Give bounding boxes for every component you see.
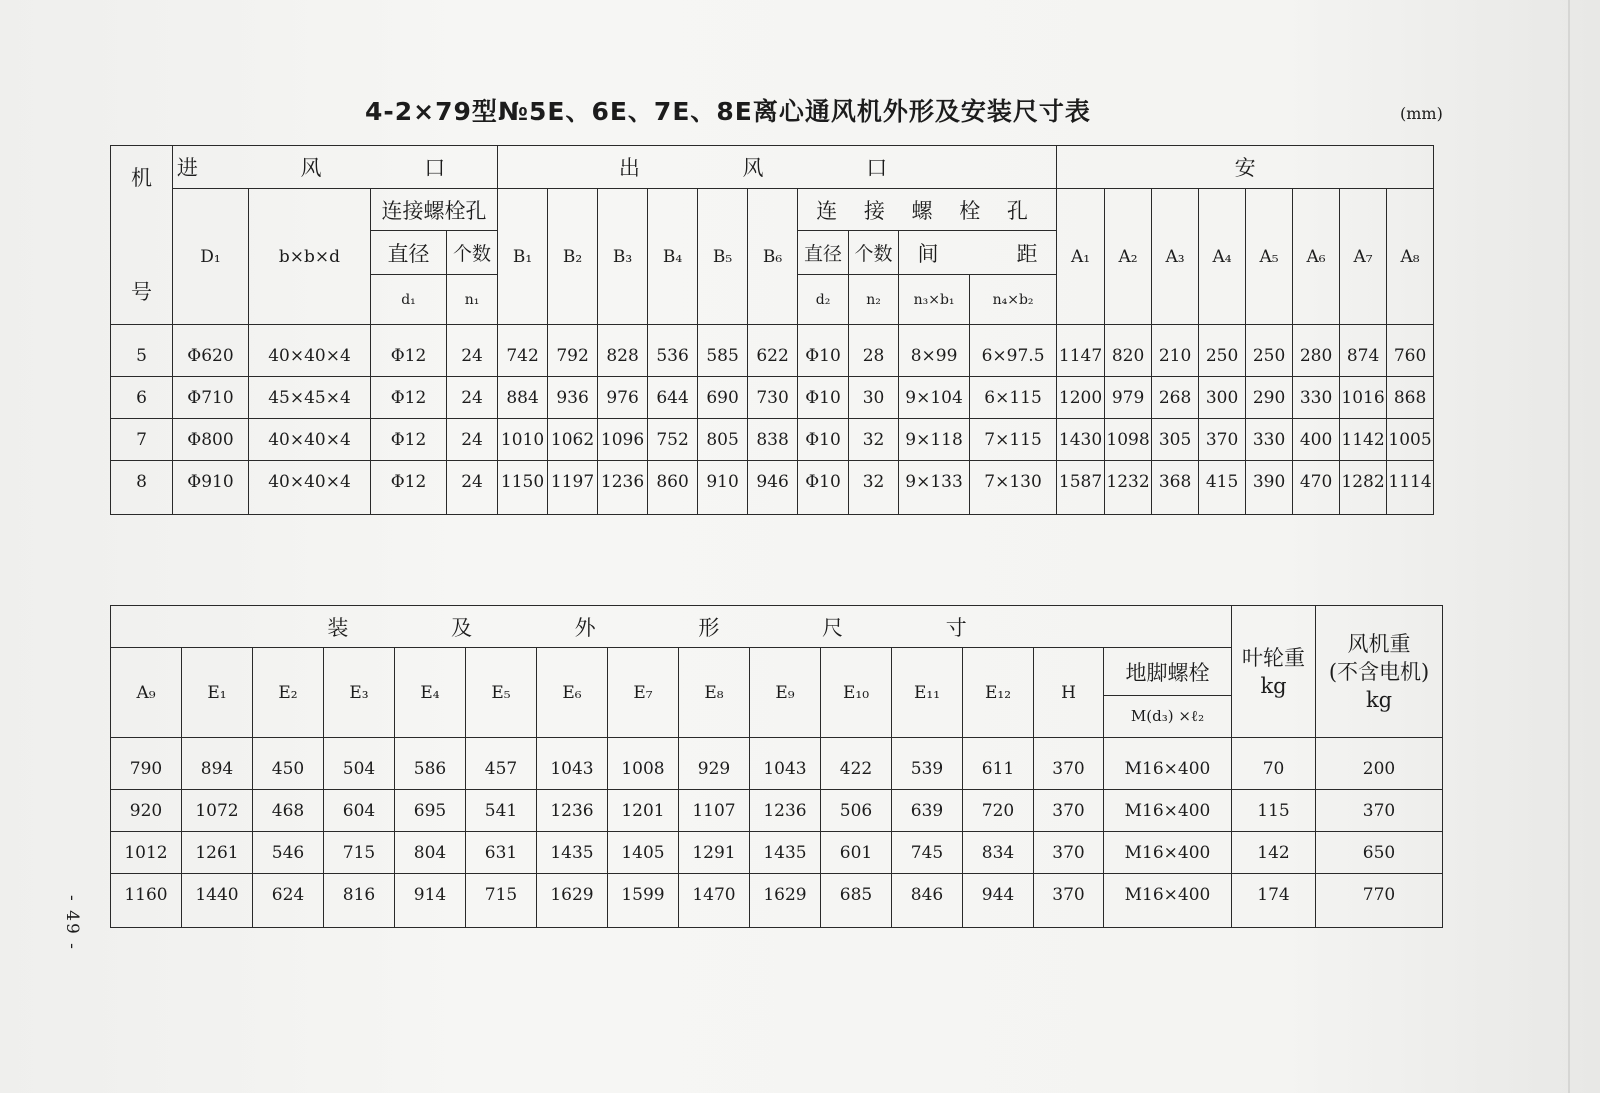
impeller-weight-unit: kg [1260, 673, 1287, 698]
cell-E7: 1599 [608, 874, 679, 928]
header-E10: E₁₀ [821, 648, 892, 738]
table-row [111, 832, 1443, 874]
cell-bbd: 45×45×4 [249, 377, 371, 419]
header-E6: E₆ [537, 648, 608, 738]
cell-d1: Φ12 [371, 461, 447, 515]
cell-A5: 330 [1246, 419, 1293, 461]
anchor-spec-header: M(d₃) ×ℓ₂ [1104, 696, 1232, 738]
cell-d1: Φ12 [371, 325, 447, 377]
cell-B6: 730 [748, 377, 798, 419]
header-n3b1: n₃×b₁ [899, 275, 970, 325]
cell-E2: 450 [253, 738, 324, 790]
cell-E3: 816 [324, 874, 395, 928]
cell-A1: 1587 [1057, 461, 1105, 515]
cell-E1: 1261 [182, 832, 253, 874]
cell-n4b2: 6×115 [970, 377, 1057, 419]
cell-E9: 1236 [750, 790, 821, 832]
cell-E5: 541 [466, 790, 537, 832]
cell-n2: 30 [849, 377, 899, 419]
header-d2: d₂ [798, 275, 849, 325]
cell-D1: Φ620 [173, 325, 249, 377]
cell-E10: 601 [821, 832, 892, 874]
header-E5: E₅ [466, 648, 537, 738]
cell-B2: 936 [548, 377, 598, 419]
cell-B1: 742 [498, 325, 548, 377]
cell-A4: 415 [1199, 461, 1246, 515]
cell-E2: 624 [253, 874, 324, 928]
dimensions-table-bottom [110, 605, 1443, 928]
cell-A9: 790 [111, 738, 182, 790]
cell-B5: 805 [698, 419, 748, 461]
cell-B2: 792 [548, 325, 598, 377]
cell-A5: 250 [1246, 325, 1293, 377]
cell-E9: 1043 [750, 738, 821, 790]
table-row [111, 419, 1434, 461]
anchor-bolt-header: 地脚螺栓 [1104, 648, 1232, 696]
cell-E6: 1236 [537, 790, 608, 832]
spacing-header [899, 231, 1057, 275]
cell-impeller-weight: 174 [1232, 874, 1316, 928]
impeller-weight-header [1232, 606, 1316, 738]
cell-E12: 834 [963, 832, 1034, 874]
inlet-bolt-holes-header: 连接螺栓孔 [371, 189, 498, 231]
cell-n1: 24 [447, 377, 498, 419]
cell-A2: 979 [1105, 377, 1152, 419]
unit-label: (mm) [1400, 104, 1443, 123]
cell-E11: 639 [892, 790, 963, 832]
header-E8: E₈ [679, 648, 750, 738]
cell-E2: 546 [253, 832, 324, 874]
cell-B3: 828 [598, 325, 648, 377]
cell-B6: 622 [748, 325, 798, 377]
cell-D1: Φ710 [173, 377, 249, 419]
cell-E5: 457 [466, 738, 537, 790]
outlet-group-header: 出 风 口 [498, 146, 1057, 189]
header-A3: A₃ [1152, 189, 1199, 325]
header-n1: n₁ [447, 275, 498, 325]
cell-anchor-bolt: M16×400 [1104, 738, 1232, 790]
header-B1: B₁ [498, 189, 548, 325]
cell-E10: 422 [821, 738, 892, 790]
cell-E3: 604 [324, 790, 395, 832]
cell-fan-weight: 370 [1316, 790, 1443, 832]
machine-no-header [111, 146, 173, 325]
cell-A8: 868 [1387, 377, 1434, 419]
cell-A9: 1160 [111, 874, 182, 928]
cell-A6: 400 [1293, 419, 1340, 461]
cell-E8: 1470 [679, 874, 750, 928]
fan-weight-note: (不含电机) [1328, 659, 1430, 684]
cell-A7: 1016 [1340, 377, 1387, 419]
cell-A4: 370 [1199, 419, 1246, 461]
cell-E8: 1291 [679, 832, 750, 874]
header-A1: A₁ [1057, 189, 1105, 325]
cell-E4: 804 [395, 832, 466, 874]
cell-A1: 1200 [1057, 377, 1105, 419]
cell-H: 370 [1034, 790, 1104, 832]
cell-E9: 1435 [750, 832, 821, 874]
cell-A5: 290 [1246, 377, 1293, 419]
cell-n4b2: 7×130 [970, 461, 1057, 515]
cell-A6: 470 [1293, 461, 1340, 515]
inlet-count-header: 个数 [447, 231, 498, 275]
header-d1: d₁ [371, 275, 447, 325]
cell-A3: 368 [1152, 461, 1199, 515]
cell-A8: 1005 [1387, 419, 1434, 461]
cell-B5: 910 [698, 461, 748, 515]
cell-n2: 28 [849, 325, 899, 377]
cell-B4: 860 [648, 461, 698, 515]
cell-E11: 745 [892, 832, 963, 874]
row-no: 8 [111, 461, 173, 515]
cell-A2: 1232 [1105, 461, 1152, 515]
header-E9: E₉ [750, 648, 821, 738]
header-n4b2: n₄×b₂ [970, 275, 1057, 325]
cell-B3: 1236 [598, 461, 648, 515]
cell-A3: 210 [1152, 325, 1199, 377]
cell-E1: 894 [182, 738, 253, 790]
header-D1: D₁ [173, 189, 249, 325]
cell-B6: 946 [748, 461, 798, 515]
cell-B5: 585 [698, 325, 748, 377]
cell-E10: 506 [821, 790, 892, 832]
cell-impeller-weight: 70 [1232, 738, 1316, 790]
cell-A5: 390 [1246, 461, 1293, 515]
fan-weight-unit: kg [1365, 687, 1393, 712]
cell-B2: 1062 [548, 419, 598, 461]
spacing-left-char: 间 [917, 241, 939, 266]
cell-n3b1: 9×133 [899, 461, 970, 515]
cell-n1: 24 [447, 461, 498, 515]
cell-n4b2: 6×97.5 [970, 325, 1057, 377]
cell-d1: Φ12 [371, 377, 447, 419]
cell-B1: 884 [498, 377, 548, 419]
cell-A8: 1114 [1387, 461, 1434, 515]
cell-A2: 820 [1105, 325, 1152, 377]
header-A4: A₄ [1199, 189, 1246, 325]
cell-A6: 280 [1293, 325, 1340, 377]
table-row [111, 325, 1434, 377]
cell-A9: 920 [111, 790, 182, 832]
cell-d2: Φ10 [798, 419, 849, 461]
outlet-bolt-holes-header: 连 接 螺 栓 孔 [798, 189, 1057, 231]
cell-E6: 1043 [537, 738, 608, 790]
cell-A7: 1282 [1340, 461, 1387, 515]
spacing-right-char: 距 [1016, 241, 1038, 266]
header-A9: A₉ [111, 648, 182, 738]
cell-E10: 685 [821, 874, 892, 928]
header-E7: E₇ [608, 648, 679, 738]
cell-E12: 944 [963, 874, 1034, 928]
cell-H: 370 [1034, 832, 1104, 874]
cell-E4: 586 [395, 738, 466, 790]
header-E2: E₂ [253, 648, 324, 738]
table-row [111, 377, 1434, 419]
cell-E4: 914 [395, 874, 466, 928]
header-A8: A₈ [1387, 189, 1434, 325]
cell-A6: 330 [1293, 377, 1340, 419]
cell-E5: 631 [466, 832, 537, 874]
cell-n1: 24 [447, 325, 498, 377]
cell-E11: 846 [892, 874, 963, 928]
header-B5: B₅ [698, 189, 748, 325]
page-title: 4-2×79型№5E、6E、7E、8E离心通风机外形及安装尺寸表 [365, 97, 1091, 126]
header-A2: A₂ [1105, 189, 1152, 325]
cell-anchor-bolt: M16×400 [1104, 832, 1232, 874]
cell-A3: 305 [1152, 419, 1199, 461]
cell-fan-weight: 650 [1316, 832, 1443, 874]
cell-bbd: 40×40×4 [249, 461, 371, 515]
cell-E7: 1405 [608, 832, 679, 874]
cell-fan-weight: 200 [1316, 738, 1443, 790]
dimensions-table-top [110, 145, 1434, 515]
cell-E1: 1072 [182, 790, 253, 832]
install-dims-group-header: 装 及 外 形 尺 寸 [111, 606, 1232, 648]
cell-A1: 1430 [1057, 419, 1105, 461]
cell-B1: 1150 [498, 461, 548, 515]
cell-E6: 1435 [537, 832, 608, 874]
cell-H: 370 [1034, 874, 1104, 928]
cell-E5: 715 [466, 874, 537, 928]
cell-B4: 752 [648, 419, 698, 461]
impeller-weight-label: 叶轮重 [1242, 645, 1306, 670]
cell-B1: 1010 [498, 419, 548, 461]
header-B6: B₆ [748, 189, 798, 325]
fan-weight-label: 风机重 [1347, 631, 1411, 656]
cell-E9: 1629 [750, 874, 821, 928]
cell-bbd: 40×40×4 [249, 325, 371, 377]
cell-impeller-weight: 115 [1232, 790, 1316, 832]
cell-E8: 1107 [679, 790, 750, 832]
table-row [111, 790, 1443, 832]
cell-A8: 760 [1387, 325, 1434, 377]
header-n2: n₂ [849, 275, 899, 325]
page-number: - 49 - [62, 895, 82, 951]
cell-B5: 690 [698, 377, 748, 419]
header-bbd: b×b×d [249, 189, 371, 325]
outlet-count-header: 个数 [849, 231, 899, 275]
cell-D1: Φ910 [173, 461, 249, 515]
cell-n3b1: 9×104 [899, 377, 970, 419]
cell-A9: 1012 [111, 832, 182, 874]
header-A7: A₇ [1340, 189, 1387, 325]
cell-impeller-weight: 142 [1232, 832, 1316, 874]
header-H: H [1034, 648, 1104, 738]
cell-d2: Φ10 [798, 461, 849, 515]
cell-n4b2: 7×115 [970, 419, 1057, 461]
header-A6: A₆ [1293, 189, 1340, 325]
header-E12: E₁₂ [963, 648, 1034, 738]
row-no: 5 [111, 325, 173, 377]
header-E1: E₁ [182, 648, 253, 738]
cell-A3: 268 [1152, 377, 1199, 419]
row-no: 7 [111, 419, 173, 461]
cell-n3b1: 8×99 [899, 325, 970, 377]
page-edge [1568, 0, 1570, 1093]
cell-n1: 24 [447, 419, 498, 461]
cell-fan-weight: 770 [1316, 874, 1443, 928]
cell-B3: 976 [598, 377, 648, 419]
outlet-diameter-header: 直径 [798, 231, 849, 275]
cell-A2: 1098 [1105, 419, 1152, 461]
inlet-group-header: 进 风 口 [173, 146, 498, 189]
cell-E1: 1440 [182, 874, 253, 928]
cell-E12: 720 [963, 790, 1034, 832]
cell-B6: 838 [748, 419, 798, 461]
cell-A1: 1147 [1057, 325, 1105, 377]
header-B2: B₂ [548, 189, 598, 325]
cell-d2: Φ10 [798, 325, 849, 377]
header-E3: E₃ [324, 648, 395, 738]
fan-weight-header [1316, 606, 1443, 738]
cell-E3: 504 [324, 738, 395, 790]
cell-E8: 929 [679, 738, 750, 790]
table-row [111, 461, 1434, 515]
cell-bbd: 40×40×4 [249, 419, 371, 461]
cell-A4: 250 [1199, 325, 1246, 377]
cell-n2: 32 [849, 461, 899, 515]
cell-E11: 539 [892, 738, 963, 790]
cell-anchor-bolt: M16×400 [1104, 790, 1232, 832]
header-A5: A₅ [1246, 189, 1293, 325]
row-no: 6 [111, 377, 173, 419]
cell-A4: 300 [1199, 377, 1246, 419]
cell-B2: 1197 [548, 461, 598, 515]
cell-d1: Φ12 [371, 419, 447, 461]
cell-H: 370 [1034, 738, 1104, 790]
cell-A7: 1142 [1340, 419, 1387, 461]
cell-E12: 611 [963, 738, 1034, 790]
header-hao: 号 [131, 280, 152, 304]
inlet-diameter-header: 直径 [371, 231, 447, 275]
cell-n2: 32 [849, 419, 899, 461]
header-B3: B₃ [598, 189, 648, 325]
cell-E4: 695 [395, 790, 466, 832]
cell-B4: 644 [648, 377, 698, 419]
header-E4: E₄ [395, 648, 466, 738]
cell-d2: Φ10 [798, 377, 849, 419]
table-row [111, 738, 1443, 790]
table-row [111, 874, 1443, 928]
cell-n3b1: 9×118 [899, 419, 970, 461]
cell-B4: 536 [648, 325, 698, 377]
header-B4: B₄ [648, 189, 698, 325]
cell-A7: 874 [1340, 325, 1387, 377]
install-group-header: 安 [1057, 146, 1434, 189]
cell-E6: 1629 [537, 874, 608, 928]
cell-E7: 1008 [608, 738, 679, 790]
cell-B3: 1096 [598, 419, 648, 461]
cell-E2: 468 [253, 790, 324, 832]
cell-anchor-bolt: M16×400 [1104, 874, 1232, 928]
cell-D1: Φ800 [173, 419, 249, 461]
header-E11: E₁₁ [892, 648, 963, 738]
cell-E7: 1201 [608, 790, 679, 832]
header-ji: 机 [131, 166, 152, 190]
cell-E3: 715 [324, 832, 395, 874]
